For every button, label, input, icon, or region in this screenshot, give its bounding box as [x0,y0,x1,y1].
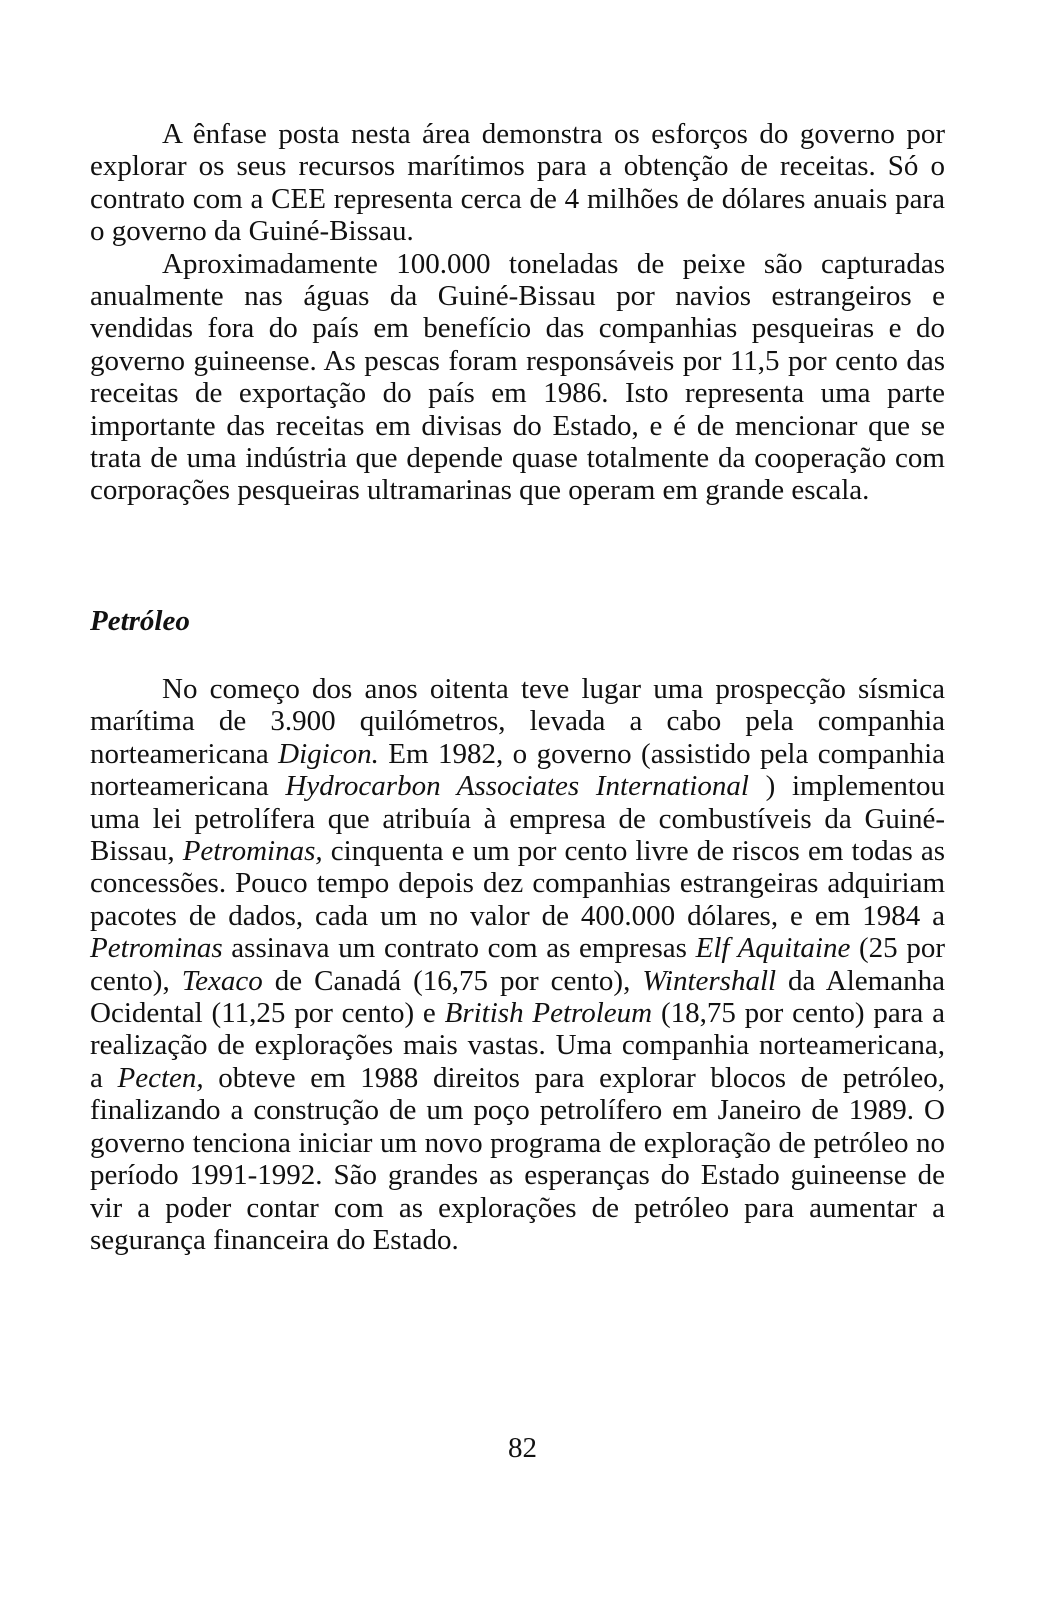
company-elf: Elf Aquitaine [695,932,851,965]
company-hydrocarbon: Hydrocarbon Associates International [285,770,749,803]
body-text-top [90,118,945,507]
company-digicon: Digicon. [278,737,379,770]
company-texaco: Texaco [181,964,263,997]
company-wintershall: Wintershall [642,964,777,997]
paragraph-oil-exploration: No começo dos anos oitenta teve lugar uma prospecção sísmica marítima de 3.900 quilómetros, levada a cabo pela companhia norteamericana Digicon. Em 1982, o governo (assistido pela companhia norteamericana Hydrocarbon Associates International ) implementou uma lei petrolífera que atribuía à empresa de combustíveis da Guiné-Bissau, Petrominas, cinquenta e um por cento livre de riscos em todas as concessões. Pouco tempo depois dez companhias estrangeiras adquiriam pacotes de dados, cada um no valor de 400.000 dólares, e em 1984 a Petrominas assinava um contrato com as empresas Elf Aquitaine (25 por cento), Texaco de Canadá (16,75 por cento), Wintershall da Alemanha Ocidental (11,25 por cento) e British Petroleum (18,75 por cento) para a realização de explorações mais vastas. Uma companhia norteamericana, a Pecten, obteve em 1988 direitos para explorar blocos de petróleo, finalizando a construção de um poço petrolífero em Janeiro de 1989. O governo tenciona iniciar um novo programa de exploração de petróleo no período 1991-1992. São grandes as esperanças do Estado guineense de vir a poder contar com as explorações de petróleo para aumentar a segurança financeira do Estado. [90,673,946,1256]
company-bp: British Petroleum [444,997,653,1030]
page-number: 82 [508,1432,537,1464]
company-petrominas: Petrominas, [182,835,323,868]
paragraph-fish-catch: Aproximadamente 100.000 toneladas de peixe são capturadas anualmente nas águas da Guiné-Bissau por navios estrangeiros e vendidas fora do país em benefício das companhias pesqueiras e do governo guineense. As pescas foram responsáveis por 11,5 por cento das receitas de exportação do país em 1986. Isto representa uma parte importante das receitas em divisas do Estado, e é de mencionar que se trata de uma indústria que depende quase totalmente da cooperação com corporações pesqueiras ultramarinas que operam em grande escala. [90,247,945,507]
company-pecten: Pecten, [117,1061,204,1094]
body-text-petroleo [90,673,945,1256]
company-petrominas-2: Petrominas [90,932,223,965]
paragraph-cee-contract: A ênfase posta nesta área demonstra os esforços do governo por explorar os seus recursos marítimos para a obtenção de receitas. Só o contrato com a CEE representa cerca de 4 milhões de dólares anuais para o governo da Guiné-Bissau. [90,118,945,248]
section-title-petroleo: Petróleo [90,605,190,637]
